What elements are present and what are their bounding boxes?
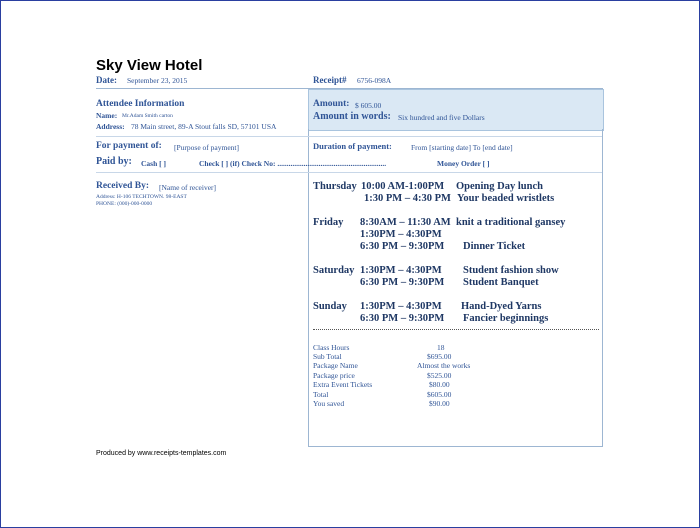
totals-value: 18: [437, 343, 445, 352]
totals-value: $605.00: [427, 390, 452, 399]
schedule-time: 6:30 PM – 9:30PM: [360, 277, 445, 288]
footer-credit: Produced by www.receipts-templates.com: [96, 450, 227, 457]
amount-words-value: Six hundred and five Dollars: [398, 113, 485, 122]
hotel-name: Sky View Hotel: [96, 57, 203, 74]
amount-label: Amount:: [313, 99, 350, 109]
duration-label: Duration of payment:: [313, 141, 392, 151]
schedule-event: knit a traditional gansey: [456, 217, 566, 228]
money-order-option[interactable]: Money Order [ ]: [437, 159, 490, 168]
row-divider: [96, 136, 308, 137]
attendee-name-value: Mr.Adam Smith carton: [122, 113, 173, 119]
schedule-event: Hand-Dyed Yarns: [461, 301, 542, 312]
row-divider: [308, 136, 602, 137]
date-label: Date:: [96, 75, 117, 85]
duration-value: From [starting date] To [end date]: [411, 143, 513, 152]
amount-box: [308, 89, 604, 131]
schedule-time: 6:30 PM – 9:30PM: [360, 241, 445, 252]
payment-for-label: For payment of:: [96, 141, 162, 151]
amount-value: $ 605.00: [355, 101, 382, 110]
receipt-number: 6756-098A: [357, 76, 392, 85]
schedule-time: 6:30 PM – 9:30PM: [360, 313, 445, 324]
schedule-event: Dinner Ticket: [463, 241, 526, 252]
schedule-time: 8:30AM – 11:30 AM: [360, 217, 451, 228]
payment-for-value: [Purpose of payment]: [174, 143, 239, 152]
schedule-time: 1:30PM – 4:30PM: [360, 229, 442, 240]
attendee-heading: Attendee Information: [96, 99, 185, 109]
totals-label: Extra Event Tickets: [313, 380, 373, 389]
paid-by-label: Paid by:: [96, 156, 132, 167]
totals-value: $80.00: [429, 380, 450, 389]
totals-label: Package price: [313, 371, 355, 380]
totals-value: $695.00: [427, 352, 452, 361]
bottom-border: [308, 446, 603, 447]
schedule-event: Your beaded wristlets: [457, 193, 555, 204]
totals-value: $90.00: [429, 399, 450, 408]
receiver-phone: PHONE: (000)-000-0000: [96, 201, 153, 207]
attendee-address-label: Address:: [96, 122, 125, 131]
totals-label: Sub Total: [313, 352, 342, 361]
cash-option[interactable]: Cash [ ]: [141, 159, 167, 168]
schedule-time: 1:30 PM – 4:30 PM: [364, 193, 451, 204]
amount-words-label: Amount in words:: [313, 111, 391, 122]
totals-label: Class Hours: [313, 343, 350, 352]
schedule-day: Sunday: [313, 301, 347, 312]
schedule-day: Friday: [313, 217, 344, 228]
schedule-event: Opening Day lunch: [456, 181, 543, 192]
schedule-time: 1:30PM – 4:30PM: [360, 301, 442, 312]
schedule-day: Saturday: [313, 265, 355, 276]
schedule-time: 10:00 AM-1:00PM: [361, 181, 445, 192]
receiver-address: Address: H-106 TECHTOWN. 98-EAST: [96, 194, 187, 200]
date-value: September 23, 2015: [127, 76, 188, 85]
totals-label: Total: [313, 390, 329, 399]
attendee-name-label: Name:: [96, 111, 118, 120]
schedule-event: Student fashion show: [463, 265, 559, 276]
received-by-label: Received By:: [96, 181, 150, 191]
totals-value: $525.00: [427, 371, 452, 380]
schedule-day: Thursday: [313, 181, 357, 192]
schedule-time: 1:30PM – 4:30PM: [360, 265, 442, 276]
schedule-event: Fancier beginnings: [463, 313, 549, 324]
totals-label: You saved: [313, 399, 345, 408]
attendee-address-value: 78 Main street, 89-A Stout falls SD, 57101 USA: [131, 122, 277, 131]
check-option[interactable]: Check [ ] (if) Check No: ..........................................................: [199, 159, 387, 168]
right-border: [602, 129, 603, 446]
schedule-divider: [313, 329, 599, 330]
totals-value: Almost the works: [417, 361, 471, 370]
totals-label: Package Name: [313, 361, 358, 370]
schedule-event: Student Banquet: [463, 277, 539, 288]
column-divider: [308, 129, 309, 446]
receipt-label: Receipt#: [313, 75, 347, 85]
received-by-value: [Name of receiver]: [159, 183, 217, 192]
row-divider: [96, 172, 602, 173]
